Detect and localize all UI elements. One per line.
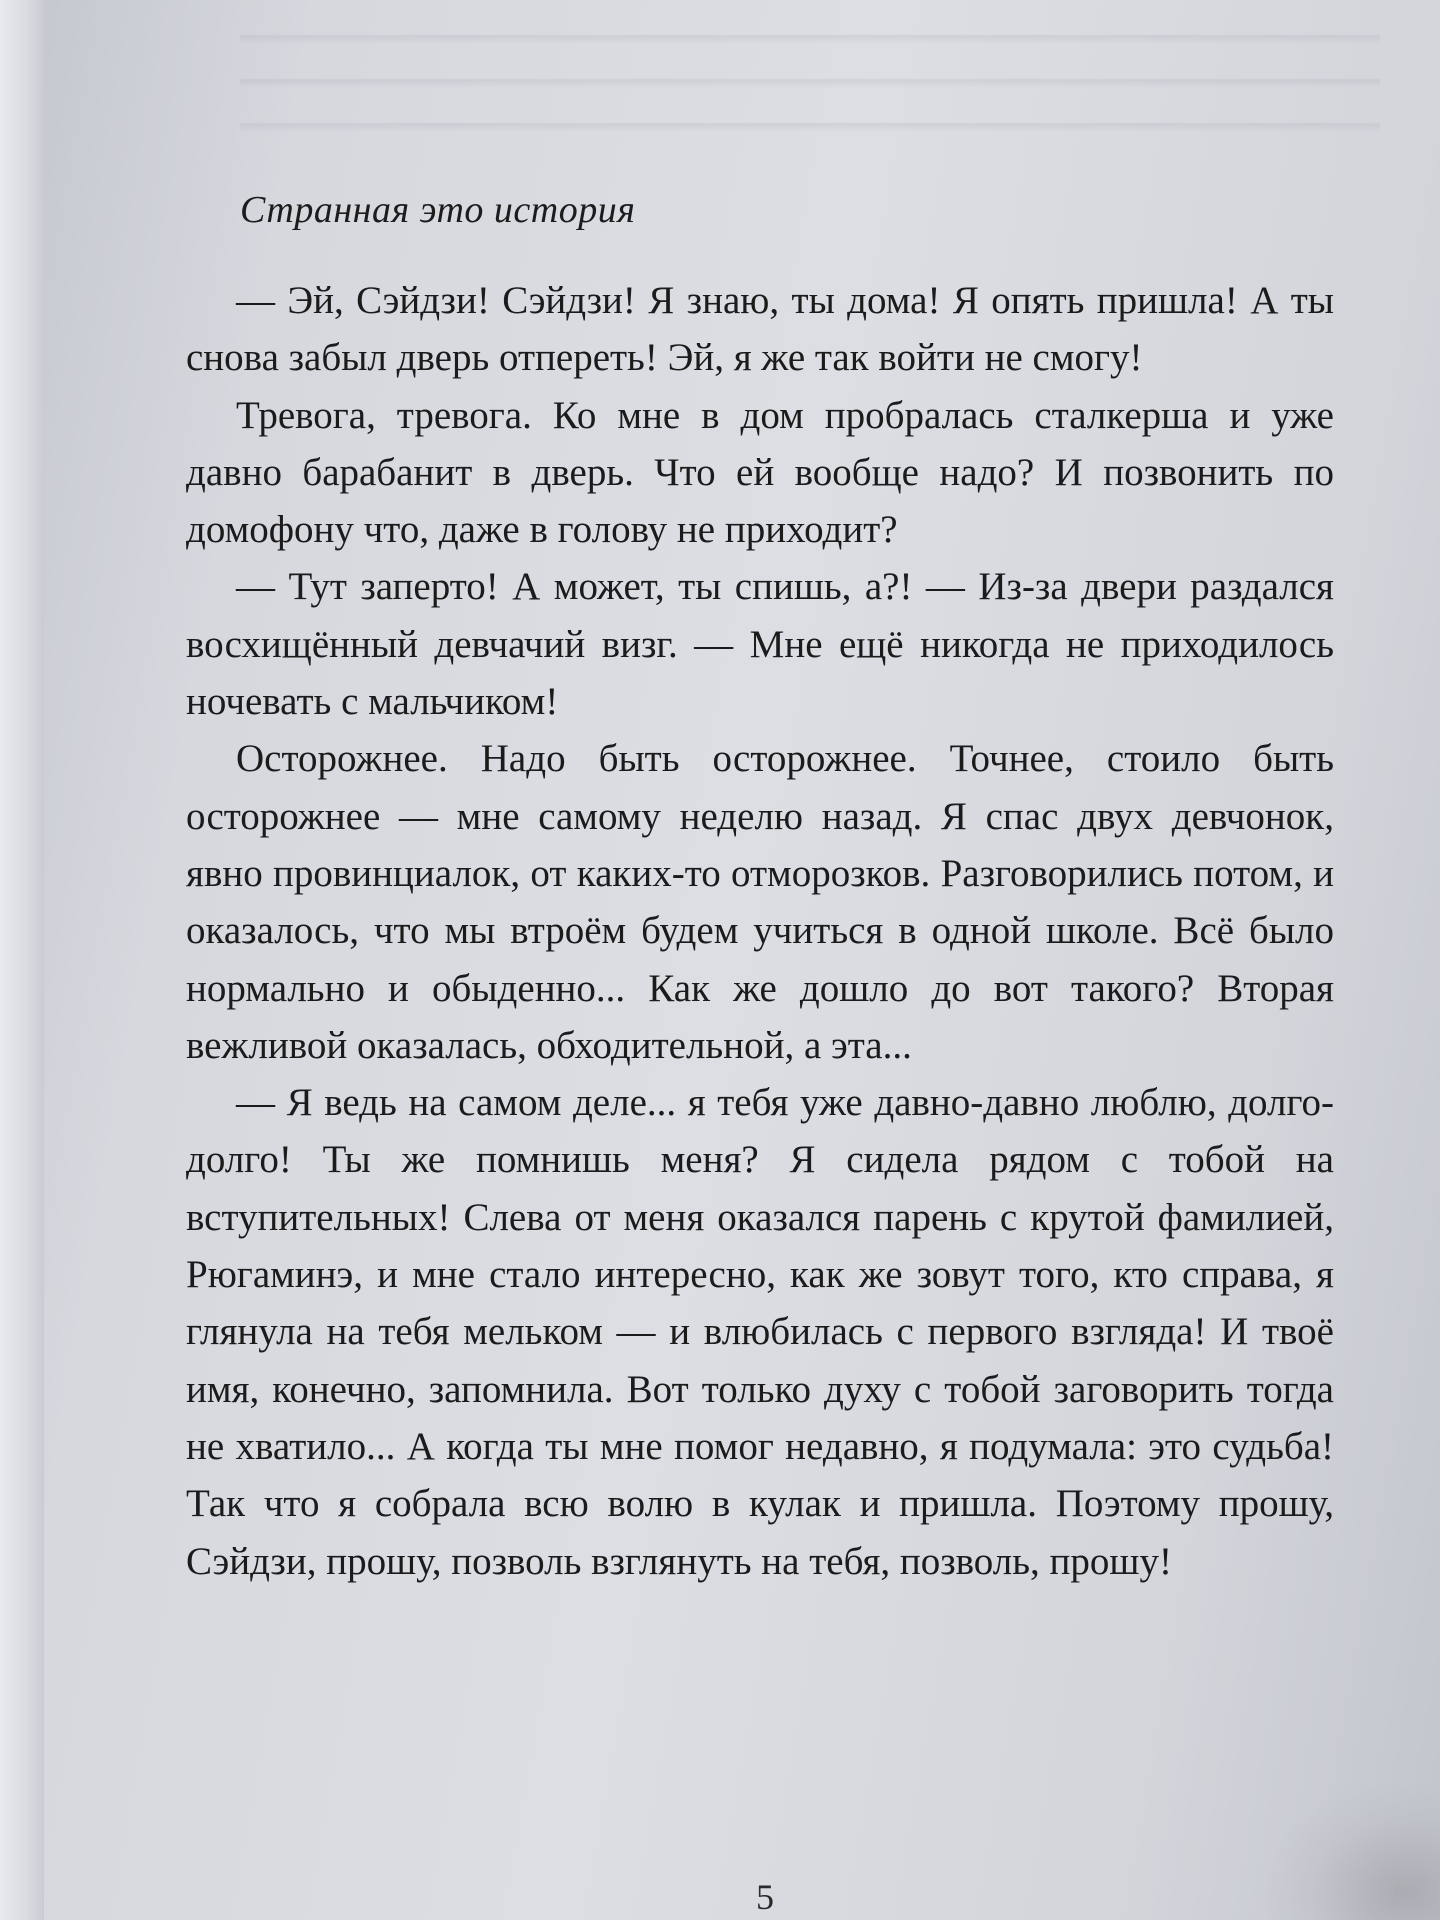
page-number: 5 — [756, 1877, 774, 1917]
paragraph: — Я ведь на самом деле... я тебя уже давно-давно люблю, долго-долго! Ты же помнишь меня? Я сидела рядом с тобой на вступительных! Слева от меня оказался парень с крутой фамилией, Рюгаминэ, и мне стало интересно, как же зовут того, кто справа, я глянула на тебя мельком — и влюбилась с первого взгляда! И твоё имя, конечно, запомнила. Вот только духу с тобой заговорить тогда не хватило... А когда ты мне помог недавно, я подумала: это судьба! Так что я собрала всю волю в кулак и пришла. Поэтому прошу, Сэйдзи, прошу, позволь взглянуть на тебя, позволь, прошу! — [186, 1081, 1334, 1583]
page-edge — [0, 0, 44, 1920]
paragraph: Осторожнее. Надо быть осторожнее. Точнее, стоило быть осторожнее — мне самому неделю назад. Я спас двух девчонок, явно провинциалок, от каких-то отморозков. Разговорились потом, и оказалось, что мы втроём будем учиться в одной школе. Всё было нормально и обыденно... Как же дошло до вот такого? Вторая вежливой оказалась, обходительной, а эта... — [186, 737, 1334, 1067]
paragraph: — Тут заперто! А может, ты спишь, а?! — Из-за двери раздался восхищённый девчачий визг. — Мне ещё никогда не приходилось ночевать с мальчиком! — [186, 565, 1334, 724]
paragraph: Тревога, тревога. Ко мне в дом пробралась сталкерша и уже давно барабанит в дверь. Что ей вообще надо? И позвонить по домофону что, даже в голову не приходит? — [186, 393, 1334, 552]
bleed-through-text — [240, 0, 1380, 140]
running-header: Странная это история — [240, 189, 636, 231]
page-stain — [1260, 1780, 1440, 1920]
paragraph: — Эй, Сэйдзи! Сэйдзи! Я знаю, ты дома! Я опять пришла! А ты снова забыл дверь отпереть! Эй, я же так войти не смогу! — [186, 279, 1334, 380]
body-text — [186, 272, 1334, 1590]
